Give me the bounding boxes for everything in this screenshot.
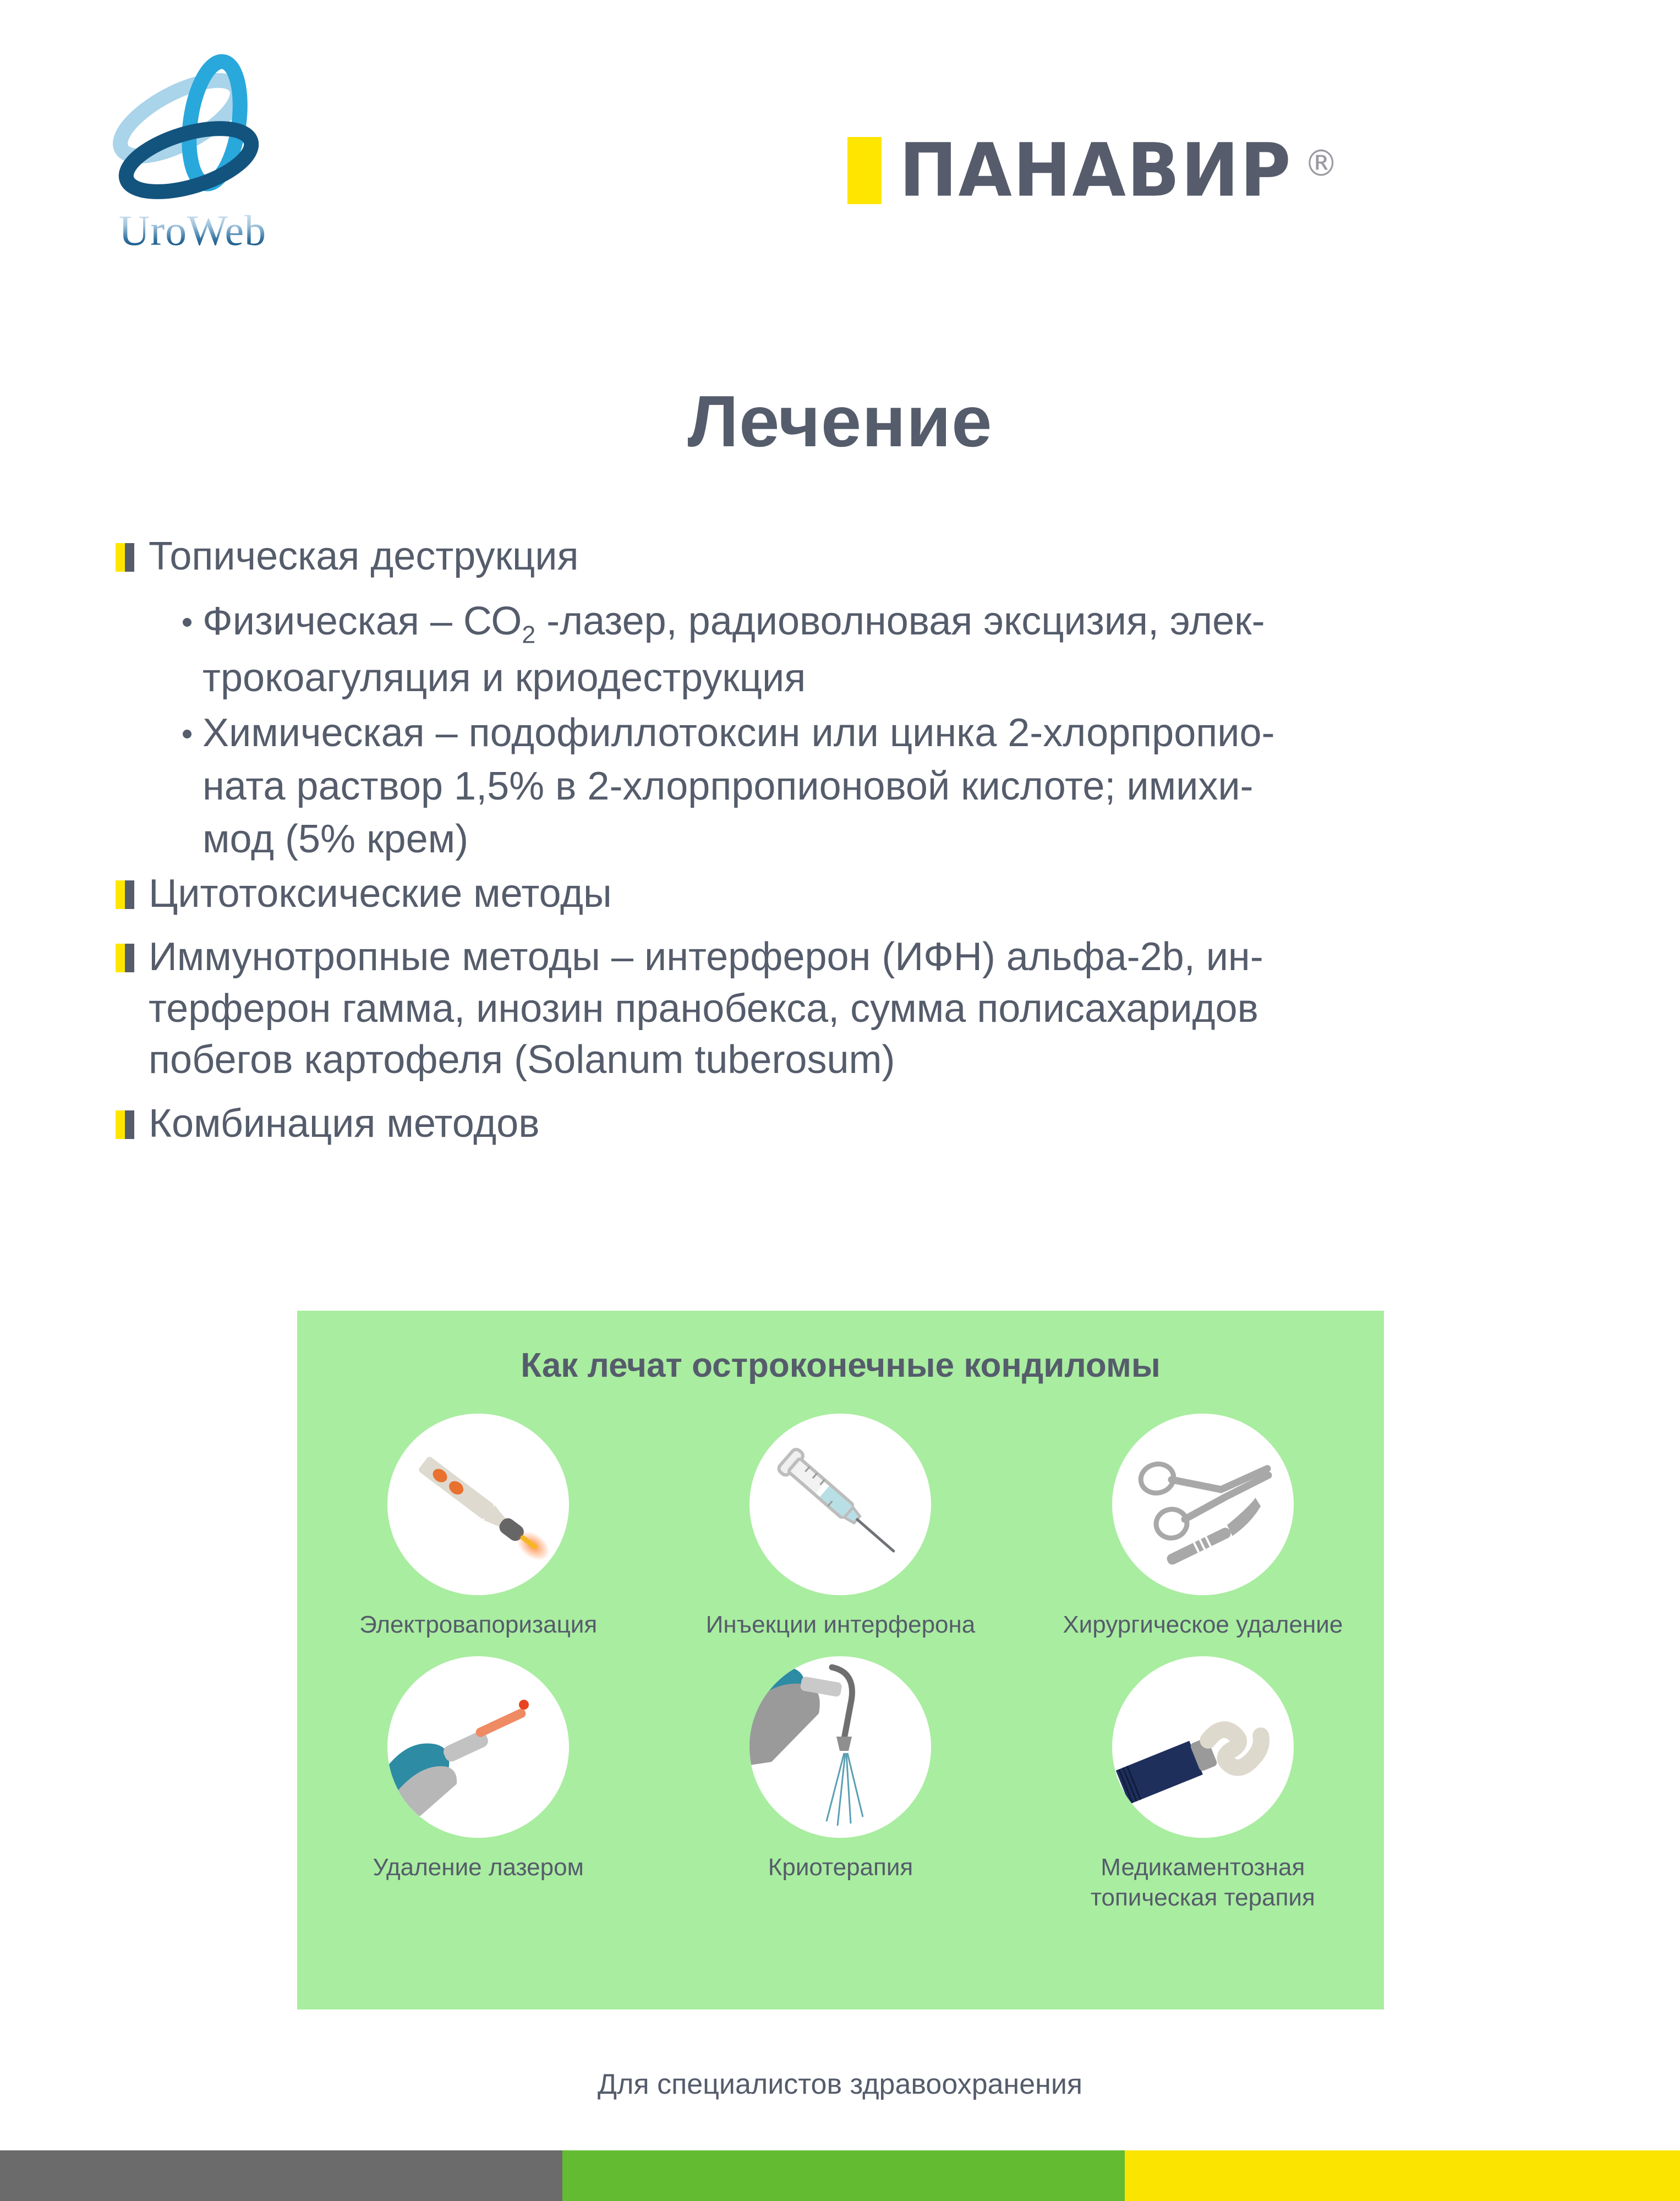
infographic-item [1022, 1656, 1384, 1913]
infographic-item [1022, 1414, 1384, 1640]
infographic-item-label: Инъекции интерферона [705, 1611, 976, 1638]
uroweb-rings-icon [96, 52, 283, 217]
infographic-grid [297, 1414, 1384, 1913]
infographic-item-label: Медикаментозная топическая терапия [1090, 1854, 1315, 1911]
footer-note: Для специалистов здравоохранения [597, 2068, 1083, 2100]
infographic-item [659, 1414, 1021, 1640]
infographic-item-label: Удаление лазером [373, 1854, 584, 1881]
registered-trademark-icon: ® [1304, 142, 1339, 185]
cryo-spray-gun-icon [749, 1656, 931, 1838]
bullet-marker-icon [116, 880, 134, 909]
sub-bullet-dot-icon [183, 618, 191, 627]
infographic-item-label: Электровапоризация [359, 1611, 598, 1638]
sub-list-item [183, 707, 1612, 866]
cream-tube-icon [1112, 1656, 1294, 1838]
syringe-icon [749, 1414, 931, 1595]
list-item-label: Иммунотропные методы – интерферон (ИФН) альфа-2b, ин- терферон гамма, инозин пранобекса, сумма полисахаридов побегов картофеля (Solanum tuberosum) [149, 935, 1263, 1082]
footer-color-bars [0, 2150, 1680, 2201]
infographic-item [659, 1656, 1021, 1913]
bullet-marker-icon [116, 543, 134, 572]
infographic-title: Как лечат остроконечные кондиломы [521, 1346, 1161, 1384]
bullet-marker-icon [116, 944, 134, 972]
sub-bullet-dot-icon [183, 730, 191, 738]
list-item-label: Топическая деструкция [149, 534, 579, 578]
treatment-infographic-panel [297, 1311, 1384, 2010]
infographic-item-label: Хирургическое удаление [1063, 1611, 1343, 1638]
sub-list-item-label: Химическая – подофиллотоксин или цинка 2-хлорпропио- ната раствор 1,5% в 2-хлорпропионовой кислоте; имихи- мод (5% крем) [203, 711, 1275, 862]
list-item-label: Комбинация методов [149, 1102, 540, 1146]
treatment-list [116, 531, 1612, 1162]
infographic-item [297, 1656, 659, 1913]
sub-list-item [183, 595, 1612, 705]
footer-bar-yellow [1125, 2150, 1680, 2201]
page-header [0, 0, 1680, 308]
footer-bar-gray [0, 2150, 562, 2201]
infographic-item [297, 1414, 659, 1640]
uroweb-wordmark: UroWeb [102, 209, 283, 252]
list-item [116, 868, 1612, 920]
list-item [116, 932, 1612, 1086]
list-item-label: Цитотоксические методы [149, 871, 612, 916]
laser-handpiece-icon [387, 1656, 569, 1838]
list-item [116, 1098, 1612, 1150]
sub-list-item-label: Физическая – $СО_2$ -лазер, радиоволновая эксцизия, элек- трокоагуляция и криодеструкция [203, 599, 1265, 700]
footer-bar-green [562, 2150, 1125, 2201]
panavir-yellow-bar-icon [847, 137, 882, 204]
list-item [116, 531, 1612, 583]
surgical-scissors-scalpel-icon [1112, 1414, 1294, 1595]
page-title: Лечение [687, 381, 993, 462]
electro-cautery-pen-icon [387, 1414, 569, 1595]
panavir-wordmark [899, 127, 1339, 213]
panavir-brand-text: ПАНАВИР [899, 127, 1292, 213]
panavir-logo [847, 127, 1339, 213]
uroweb-logo [96, 52, 283, 283]
infographic-item-label: Криотерапия [768, 1854, 913, 1881]
bullet-marker-icon [116, 1110, 134, 1139]
